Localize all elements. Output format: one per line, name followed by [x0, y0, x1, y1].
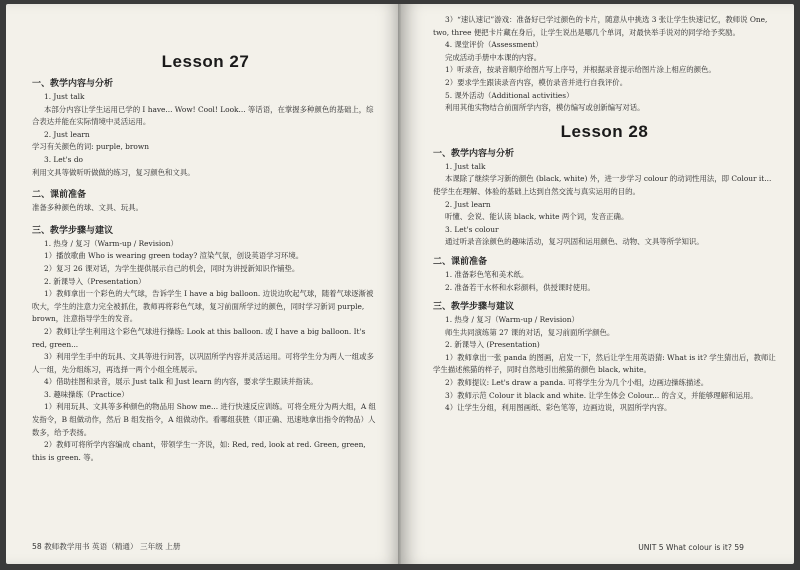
paragraph: 1）利用玩具、文具等多种颜色的物品用 Show me... 进行快速反应训练。可将全班分为两大组，A 组发指令，B 组做动作，然后 B 组发指令，A 组做动作。看哪组获胜（即正确、迅速地拿出指令的物品）人数多，给予表扬。 — [32, 402, 376, 437]
right-page-content — [433, 12, 776, 415]
paragraph: 利用其他实物结合前面所学内容，模仿编写或创新编写对话。 — [445, 103, 645, 113]
lesson-28-title: Lesson 28 — [560, 121, 649, 141]
paragraph: 3）教师示范 Colour it black and white. 让学生体会 Colour... 的含义，并能够理解和运用。 — [445, 390, 758, 400]
paragraph: 本部分内容让学生运用已学的 I have... Wow! Cool! Look... 等话语，在掌握多种颜色的基础上，综合表达并能在实际情境中灵活运用。 — [32, 104, 374, 127]
subheading: 1. Just talk — [44, 92, 85, 101]
section-heading: 二、课前准备 — [32, 190, 87, 201]
subheading: 3. 趣味操练（Practice） — [44, 389, 129, 399]
section-heading: 一、教学内容与分析 — [433, 148, 515, 159]
subheading: 2. 新课导入 (Presentation) — [445, 340, 540, 350]
paragraph: 1. 准备彩色笔和美术纸。 — [445, 269, 529, 279]
page-footer-right: UNIT 5 What colour is it? 59 — [638, 543, 744, 552]
paragraph: 2）教师让学生利用这个彩色气球进行操练: Look at this balloon. 或 I have a big balloon. It's red, green... — [32, 326, 366, 349]
paragraph: 2）复习 26 课对话，为学生提供展示自己的机会，同时为讲授新知识作铺垫。 — [44, 263, 300, 273]
paragraph: 1）听录音，按录音顺序给图片写上序号，并根据录音提示给图片涂上相应的颜色。 — [445, 65, 716, 75]
subheading: 1. Just talk — [445, 161, 486, 171]
section-heading: 三、教学步骤与建议 — [32, 225, 114, 236]
paragraph: 准备多种颜色的球、文具、玩具。 — [32, 203, 143, 213]
paragraph: 2）要求学生跟读录音内容，模仿录音并进行自我评价。 — [445, 77, 628, 87]
paragraph: 完成活动手册中本课的内容。 — [445, 52, 542, 62]
paragraph: 学习有关颜色的词: purple, brown — [32, 142, 149, 152]
paragraph: 1）播放歌曲 Who is wearing green today? 渲染气氛，创设英语学习环境。 — [44, 251, 304, 261]
paragraph: 2. 准备若干水杯和水彩颜料，供授课时使用。 — [445, 282, 595, 292]
right-page — [401, 4, 794, 564]
paragraph: 听懂、会说、能认读 black, white 两个词，发音正确。 — [445, 212, 629, 222]
paragraph: 利用文具等做听听做做的练习，复习颜色和文具。 — [32, 167, 195, 177]
subheading: 2. 新课导入（Presentation） — [44, 276, 146, 286]
subheading: 5. 课外活动（Additional activities） — [445, 90, 574, 100]
paragraph: 3）利用学生手中的玩具、文具等进行问答，以巩固所学内容并灵活运用。可将学生分为两人一组或多人一组，先分组练习，再选择一两个小组全班展示。 — [32, 352, 374, 374]
subheading: 4. 课堂评价（Assessment） — [445, 40, 543, 50]
paragraph: 2）教师可将所学内容编成 chant，带领学生一齐说，如: Red, red, look at red. Green, green, this is green. 等。 — [32, 440, 366, 462]
paragraph: 4）借助挂图和录音，展示 Just talk 和 Just learn 的内容，要求学生跟读并指读。 — [44, 377, 318, 387]
page-footer-left: 58 教师教学用书 英语（精通） 三年级 上册 — [32, 542, 181, 551]
paragraph: 本课除了继续学习新的颜色 (black, white) 外，进一步学习 colour 的动词性用法，即 Colour it... 使学生在理解、体验的基础上达到自然交流与真实运用的目的。 — [433, 174, 772, 196]
paragraph: 通过听录音涂颜色的趣味活动，复习巩固和运用颜色、动物、文具等所学知识。 — [445, 237, 704, 247]
paragraph: 3）“速认速记”游戏：准备好已学过颜色的卡片，随意从中挑选 3 张让学生快速记忆，教师说 One, two, three 便把卡片藏在身后，让学生说出是哪几个单词，对最快举手说对的同学给予奖励。 — [433, 15, 768, 37]
subheading: 2. Just learn — [445, 199, 491, 209]
subheading: 3. Let's do — [44, 154, 84, 164]
section-heading: 三、教学步骤与建议 — [433, 302, 515, 313]
section-heading: 一、教学内容与分析 — [32, 79, 114, 89]
paragraph: 1）教师拿出一张 panda 的图画，启发一下，然后让学生用英语猜: What is it? 学生猜出后，教师让学生描述熊猫的样子，同时自然地引出熊猫的颜色 black, white。 — [433, 352, 776, 375]
paragraph: 1）教师拿出一个彩色的大气球，告诉学生 I have a big balloon. 边说边吹起气球，随着气球逐渐被吹大，学生的注意力完全被抓住，教师再将彩色气球，复习前面所学过的颜色，同时学习新词 purple, brown，注意指导学生的发音。 — [32, 289, 374, 324]
lesson-27-title: Lesson 27 — [161, 52, 250, 71]
subheading: 3. Let's colour — [445, 224, 499, 234]
subheading: 2. Just learn — [44, 129, 90, 139]
paragraph: 2）教师提议: Let's draw a panda. 可将学生分为几个小组，边画边操练描述。 — [445, 378, 709, 388]
subheading: 1. 热身 / 复习（Warm-up / Revision） — [445, 315, 579, 325]
paragraph: 4）让学生分组，利用图画纸、彩色笔等，边画边说，巩固所学内容。 — [445, 403, 672, 413]
left-page — [6, 4, 401, 564]
paragraph: 师生共同演练第 27 课的对话，复习前面所学颜色。 — [445, 327, 615, 337]
subheading: 1. 热身 / 复习（Warm-up / Revision） — [44, 238, 178, 248]
section-heading: 二、课前准备 — [433, 256, 488, 267]
left-page-content — [32, 52, 379, 464]
